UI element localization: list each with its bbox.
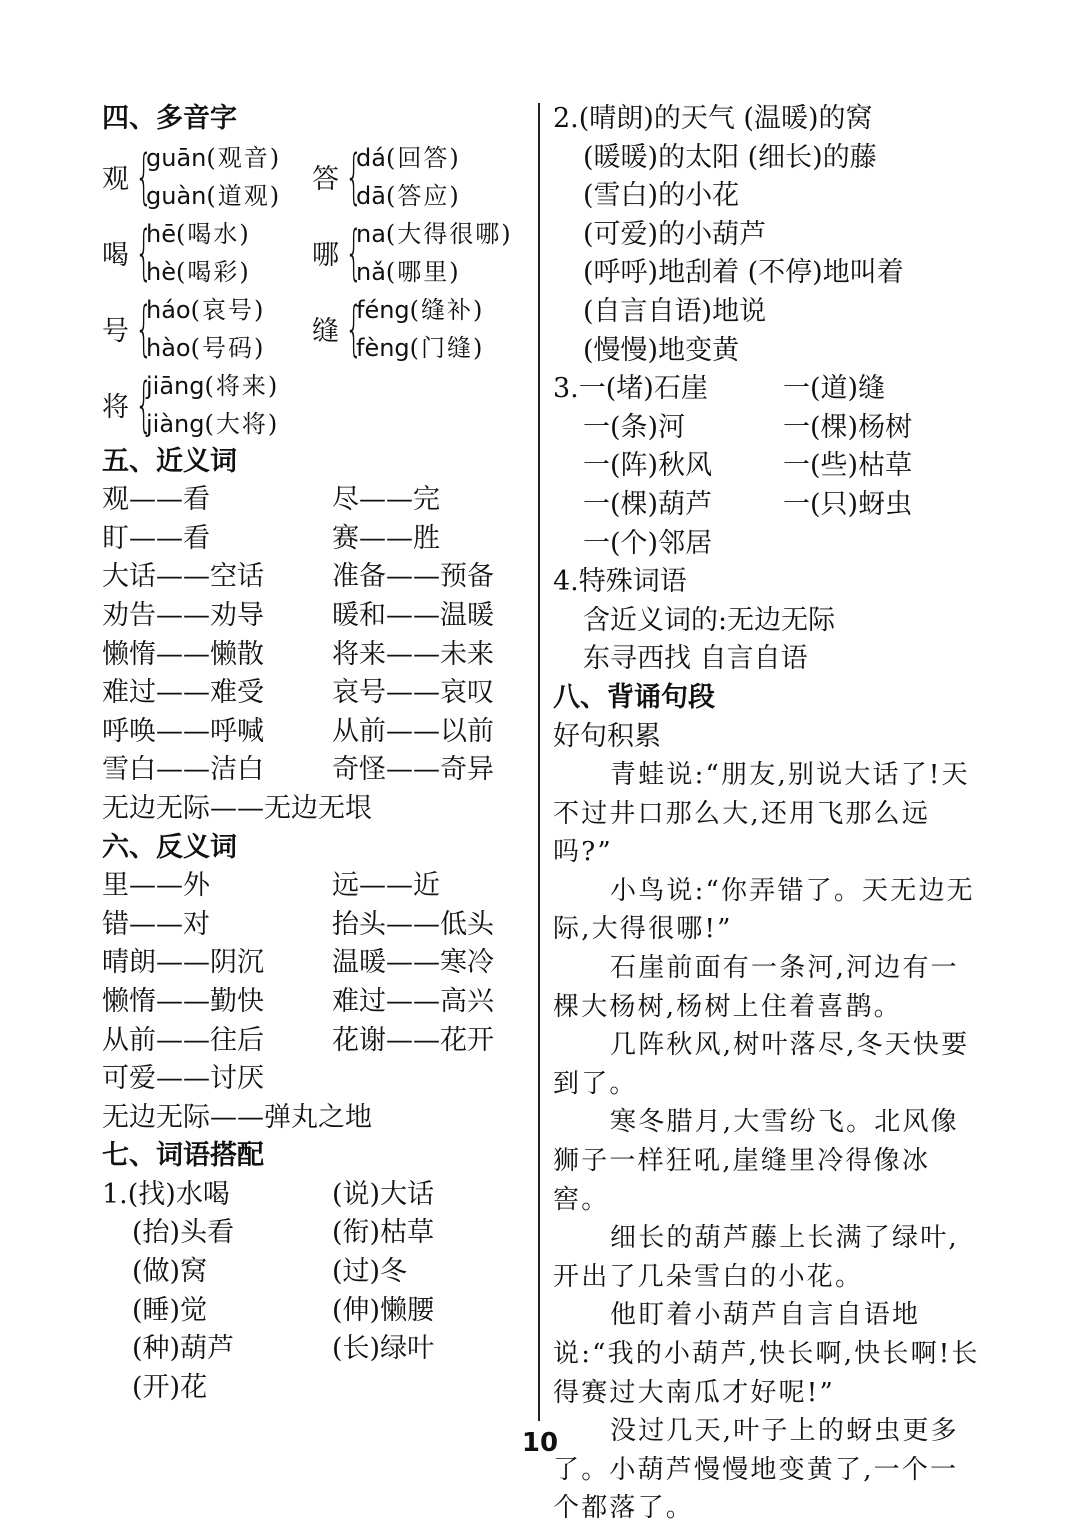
right-column [553, 100, 983, 1528]
collocation-item: (伸)懒腰 [332, 1294, 435, 1326]
synonym-pair: 哀号——哀叹 [332, 677, 494, 709]
section-5-title: 五、近义词 [102, 445, 237, 477]
example-word: (回答) [385, 143, 461, 172]
left-column [102, 100, 522, 1407]
polyphone-char: 缝 [312, 316, 339, 348]
recitation-paragraph: 几阵秋风,树叶落尽,冬天快要到了。 [553, 1030, 970, 1099]
pinyin-reading: dá [356, 143, 386, 172]
collocation-part-3 [553, 370, 983, 563]
pinyin-reading: háo [146, 295, 191, 324]
synonym-row [102, 713, 522, 752]
antonym-row [102, 906, 522, 945]
synonym-pair: 赛——胜 [332, 522, 440, 554]
measure-word-item: 一(棵)杨树 [783, 411, 913, 443]
recitation-paragraph: 他盯着小葫芦自言自语地说:“我的小葫芦,快长啊,快长啊!长得赛过大南瓜才好呢!” [553, 1300, 980, 1408]
example-word: (答应) [385, 181, 461, 210]
measure-word-row [553, 486, 983, 525]
pinyin-reading: dā [356, 181, 386, 210]
antonym-row [102, 867, 522, 906]
synonym-list [102, 481, 522, 828]
antonym-pair: 难过——高兴 [332, 985, 494, 1017]
example-word: (观音) [206, 143, 282, 172]
pinyin-reading: guān [146, 143, 207, 172]
collocation-row [102, 1214, 522, 1253]
measure-word-row [553, 447, 983, 486]
synonym-row: 无边无际——无边无垠 [102, 792, 372, 824]
recitation-paragraph: 寒冬腊月,大雪纷飞。北风像狮子一样狂吼,崖缝里冷得像冰窖。 [553, 1107, 959, 1215]
synonym-pair: 难过——难受 [102, 677, 264, 709]
collocation-item: (说)大话 [332, 1178, 435, 1210]
polyphone-guan [102, 139, 312, 215]
collocation-line: (雪白)的小花 [583, 180, 740, 212]
column-divider [538, 103, 540, 1421]
example-word: (门缝) [409, 333, 485, 362]
brace-icon: { [135, 293, 153, 364]
pinyin-reading: fèng [356, 333, 410, 362]
collocation-part-4 [553, 563, 983, 679]
collocation-item: (过)冬 [332, 1256, 408, 1288]
antonym-pair: 远——近 [332, 870, 440, 902]
polyphone-list [102, 139, 522, 443]
example-word: (喝彩) [175, 257, 251, 286]
antonym-pair: 花谢——花开 [332, 1024, 494, 1056]
brace-icon: { [135, 141, 153, 212]
collocation-row [102, 1176, 522, 1215]
synonym-pair: 大话——空话 [102, 561, 264, 593]
brace-icon: { [345, 217, 363, 288]
synonym-pair: 观——看 [102, 484, 210, 516]
measure-word-item: 一(个)邻居 [583, 527, 713, 559]
polyphone-row [102, 367, 522, 443]
collocation-row [102, 1253, 522, 1292]
example-word: (大得很哪) [385, 219, 513, 248]
synonym-pair: 雪白——洁白 [102, 754, 264, 786]
collocation-item: (开)花 [132, 1371, 208, 1403]
antonym-pair: 抬头——低头 [332, 908, 494, 940]
synonym-pair: 将来——未来 [332, 638, 494, 670]
brace-icon: { [135, 369, 153, 440]
antonym-row: 无边无际——弹丸之地 [102, 1101, 372, 1133]
synonym-pair: 呼唤——呼喊 [102, 715, 264, 747]
section-7-title: 七、词语搭配 [102, 1140, 264, 1172]
example-word: (哪里) [385, 257, 461, 286]
example-word: (大将) [204, 409, 280, 438]
brace-icon: { [135, 217, 153, 288]
pinyin-reading: guàn [146, 181, 207, 210]
pinyin-reading: hè [146, 257, 176, 286]
special-words-line: 含近义词的:无边无际 [583, 604, 836, 636]
brace-icon: { [345, 141, 363, 212]
collocation-part-2 [553, 100, 983, 370]
example-word: (哀号) [190, 295, 266, 324]
polyphone-feng [312, 291, 522, 367]
synonym-pair: 盯——看 [102, 522, 210, 554]
synonym-pair: 奇怪——奇异 [332, 754, 494, 786]
synonym-pair: 准备——预备 [332, 561, 494, 593]
section-8-title: 八、背诵句段 [553, 681, 715, 713]
antonym-row [102, 944, 522, 983]
pinyin-reading: jiàng [146, 409, 205, 438]
synonym-row [102, 674, 522, 713]
collocation-item: (衔)枯草 [332, 1217, 435, 1249]
example-word: (道观) [206, 181, 282, 210]
pinyin-reading: hào [146, 333, 191, 362]
collocation-row [102, 1369, 522, 1408]
measure-word-row [553, 370, 983, 409]
pinyin-reading: jiāng [146, 371, 205, 400]
synonym-row [102, 636, 522, 675]
synonym-row [102, 481, 522, 520]
antonym-pair: 懒惰——勤快 [102, 985, 264, 1017]
collocation-item: (做)窝 [132, 1256, 208, 1288]
collocation-line: (可爱)的小葫芦 [583, 218, 767, 250]
synonym-row [102, 558, 522, 597]
polyphone-jiang [102, 367, 322, 443]
pinyin-reading: nǎ [356, 257, 386, 286]
collocation-line: 2.(晴朗)的天气 (温暖)的窝 [553, 103, 873, 134]
collocation-line: (呼呼)地刮着 (不停)地叫着 [583, 257, 904, 289]
antonym-row [102, 1060, 522, 1099]
antonym-pair: 温暖——寒冷 [332, 947, 494, 979]
measure-word-item: 3.一(堵)石崖 [553, 373, 708, 405]
example-word: (将来) [204, 371, 280, 400]
measure-word-item: 一(只)蚜虫 [783, 488, 913, 520]
pinyin-reading: féng [356, 295, 410, 324]
recitation-paragraphs [553, 756, 983, 1528]
synonym-row [102, 520, 522, 559]
antonym-list [102, 867, 522, 1137]
antonym-pair: 从前——往后 [102, 1024, 264, 1056]
collocation-item: (长)绿叶 [332, 1333, 435, 1365]
collocation-row [102, 1292, 522, 1331]
synonym-pair: 尽——完 [332, 484, 440, 516]
polyphone-na [312, 215, 522, 291]
collocation-item: (抬)头看 [132, 1217, 235, 1249]
polyphone-char: 答 [312, 164, 339, 196]
polyphone-char: 哪 [312, 240, 339, 272]
collocation-part-1 [102, 1176, 522, 1408]
antonym-pair: 里——外 [102, 870, 210, 902]
polyphone-char: 观 [102, 164, 129, 196]
polyphone-row [102, 291, 522, 367]
measure-word-row [553, 525, 983, 564]
pinyin-reading: hē [146, 219, 176, 248]
synonym-pair: 懒惰——懒散 [102, 638, 264, 670]
recitation-paragraph: 石崖前面有一条河,河边有一棵大杨树,杨树上住着喜鹊。 [553, 953, 959, 1022]
example-word: (缝补) [409, 295, 485, 324]
antonym-row [102, 983, 522, 1022]
measure-word-row [553, 409, 983, 448]
collocation-line: (暖暖)的太阳 (细长)的藤 [583, 141, 877, 173]
polyphone-char: 号 [102, 316, 129, 348]
measure-word-item: 一(棵)葫芦 [583, 488, 713, 520]
collocation-row [102, 1330, 522, 1369]
synonym-pair: 暖和——温暖 [332, 599, 494, 631]
special-words-line: 东寻西找 自言自语 [583, 643, 808, 675]
antonym-pair: 可爱——讨厌 [102, 1063, 264, 1095]
recitation-paragraph: 小鸟说:“你弄错了。天无边无际,大得很哪!” [553, 875, 975, 945]
page-number: 10 [521, 1428, 559, 1458]
collocation-line: (慢慢)地变黄 [583, 334, 740, 366]
synonym-pair: 从前——以前 [332, 715, 494, 747]
collocation-item: 1.(找)水喝 [102, 1178, 230, 1210]
section-6-title: 六、反义词 [102, 831, 237, 863]
example-word: (喝水) [175, 219, 251, 248]
brace-icon: { [345, 293, 363, 364]
recitation-paragraph: 青蛙说:“朋友,别说大话了!天不过井口那么大,还用飞那么远吗?” [553, 760, 970, 868]
measure-word-item: 一(阵)秋风 [583, 450, 713, 482]
recitation-paragraph: 细长的葫芦藤上长满了绿叶,开出了几朵雪白的小花。 [553, 1223, 959, 1292]
example-word: (号码) [190, 333, 266, 362]
synonym-row [102, 597, 522, 636]
polyphone-da [312, 139, 522, 215]
collocation-item: (种)葫芦 [132, 1333, 235, 1365]
synonym-pair: 劝告——劝导 [102, 599, 264, 631]
measure-word-item: 一(条)河 [583, 411, 686, 443]
measure-word-item: 一(道)缝 [783, 373, 886, 405]
recitation-paragraph: 没过几天,叶子上的蚜虫更多了。小葫芦慢慢地变黄了,一个一个都落了。 [553, 1416, 959, 1524]
polyphone-row [102, 139, 522, 215]
special-words-title: 4.特殊词语 [553, 566, 687, 598]
polyphone-char: 将 [102, 392, 129, 424]
polyphone-he [102, 215, 312, 291]
antonym-pair: 晴朗——阴沉 [102, 947, 264, 979]
antonym-row [102, 1022, 522, 1061]
synonym-row [102, 751, 522, 790]
pinyin-reading: na [356, 219, 386, 248]
polyphone-char: 喝 [102, 240, 129, 272]
antonym-pair: 错——对 [102, 908, 210, 940]
polyphone-hao [102, 291, 312, 367]
section-4-title: 四、多音字 [102, 103, 237, 134]
collocation-item: (睡)觉 [132, 1294, 208, 1326]
polyphone-row [102, 215, 522, 291]
collocation-line: (自言自语)地说 [583, 295, 767, 327]
measure-word-item: 一(些)枯草 [783, 450, 913, 482]
section-8-subtitle: 好句积累 [553, 720, 661, 752]
